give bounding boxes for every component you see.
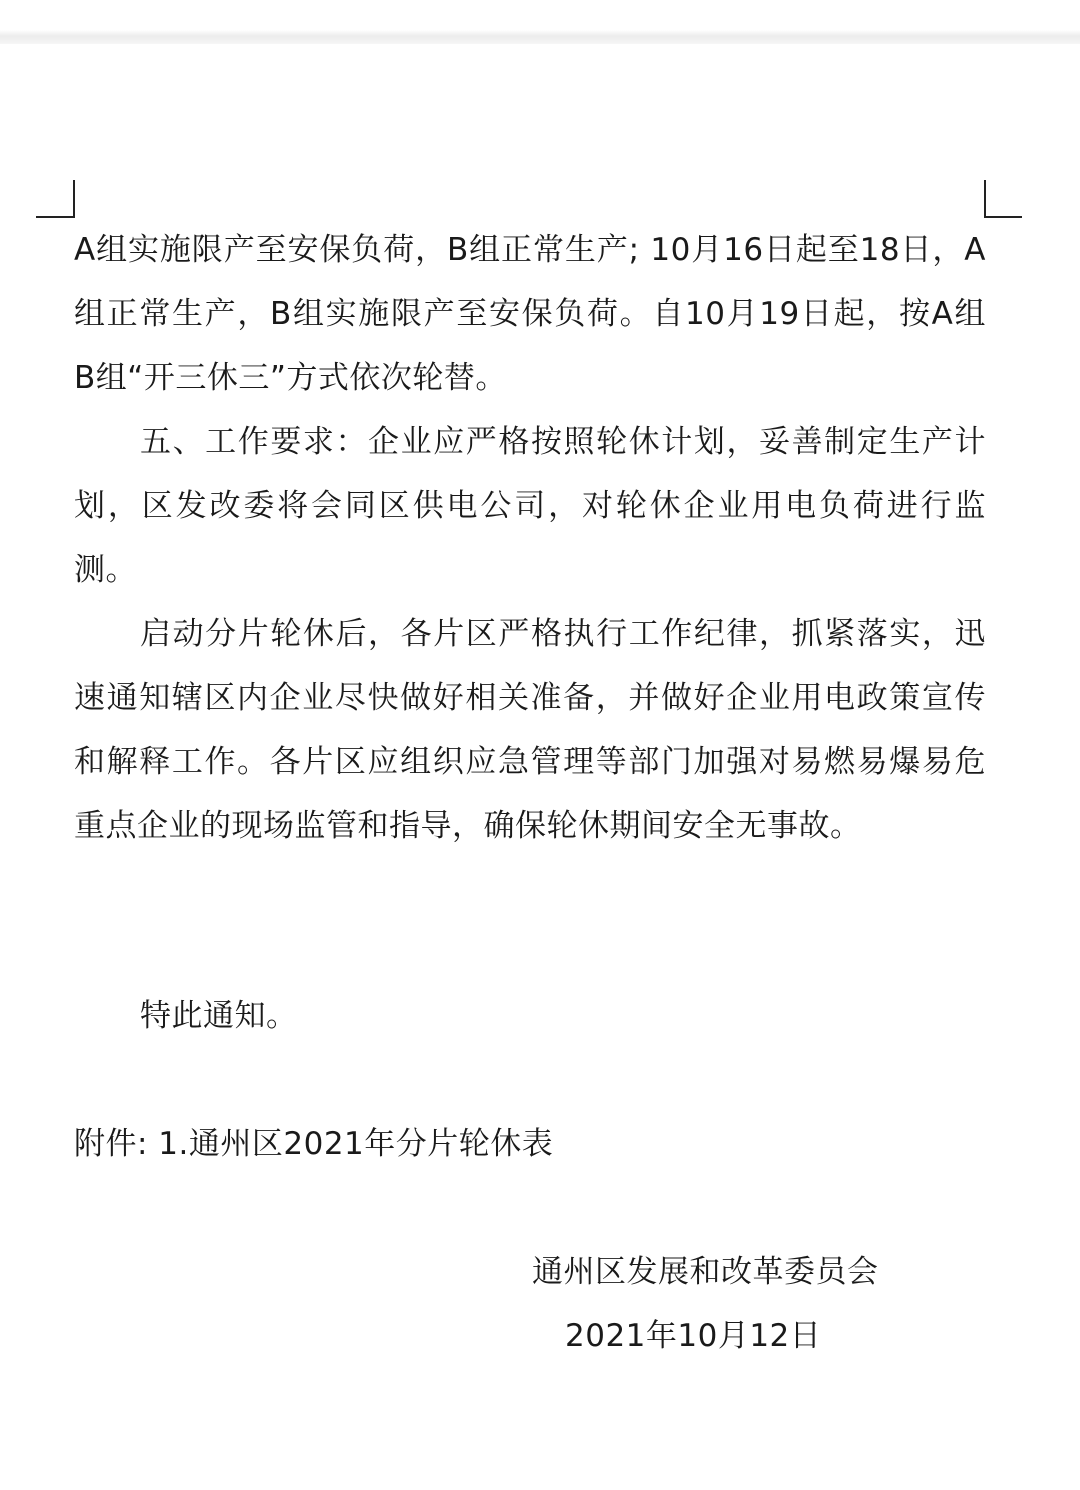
attachment-line: 附件: 1.通州区2021年分片轮休表: [74, 1126, 554, 1162]
text-line: 五、工作要求：企业应严格按照轮休计划，妥善制定生产计: [140, 424, 986, 460]
text-line: A组实施限产至安保负荷，B组正常生产; 10月16日起至18日，A: [74, 232, 986, 268]
margin-corner-mark-left: [73, 180, 75, 218]
signature-organization: 通州区发展和改革委员会: [532, 1254, 879, 1290]
signature-date: 2021年10月12日: [565, 1318, 822, 1354]
text-line: B组“开三休三”方式依次轮替。: [74, 360, 507, 396]
text-line: 和解释工作。各片区应组织应急管理等部门加强对易燃易爆易危: [74, 744, 986, 780]
margin-corner-mark-right-horizontal: [984, 216, 1022, 218]
text-line: 重点企业的现场监管和指导，确保轮休期间安全无事故。: [74, 808, 862, 844]
text-line: 测。: [74, 552, 137, 588]
text-line: 组正常生产，B组实施限产至安保负荷。自10月19日起，按A组: [74, 296, 986, 332]
text-line: 速通知辖区内企业尽快做好相关准备，并做好企业用电政策宣传: [74, 680, 986, 716]
margin-corner-mark-left-horizontal: [36, 216, 75, 218]
margin-corner-mark-right: [984, 180, 986, 218]
closing-line: 特此通知。: [140, 998, 298, 1034]
top-edge-shadow: [0, 0, 1080, 44]
text-line: 划，区发改委将会同区供电公司，对轮休企业用电负荷进行监: [74, 488, 986, 524]
text-line: 启动分片轮休后，各片区严格执行工作纪律，抓紧落实，迅: [140, 616, 986, 652]
